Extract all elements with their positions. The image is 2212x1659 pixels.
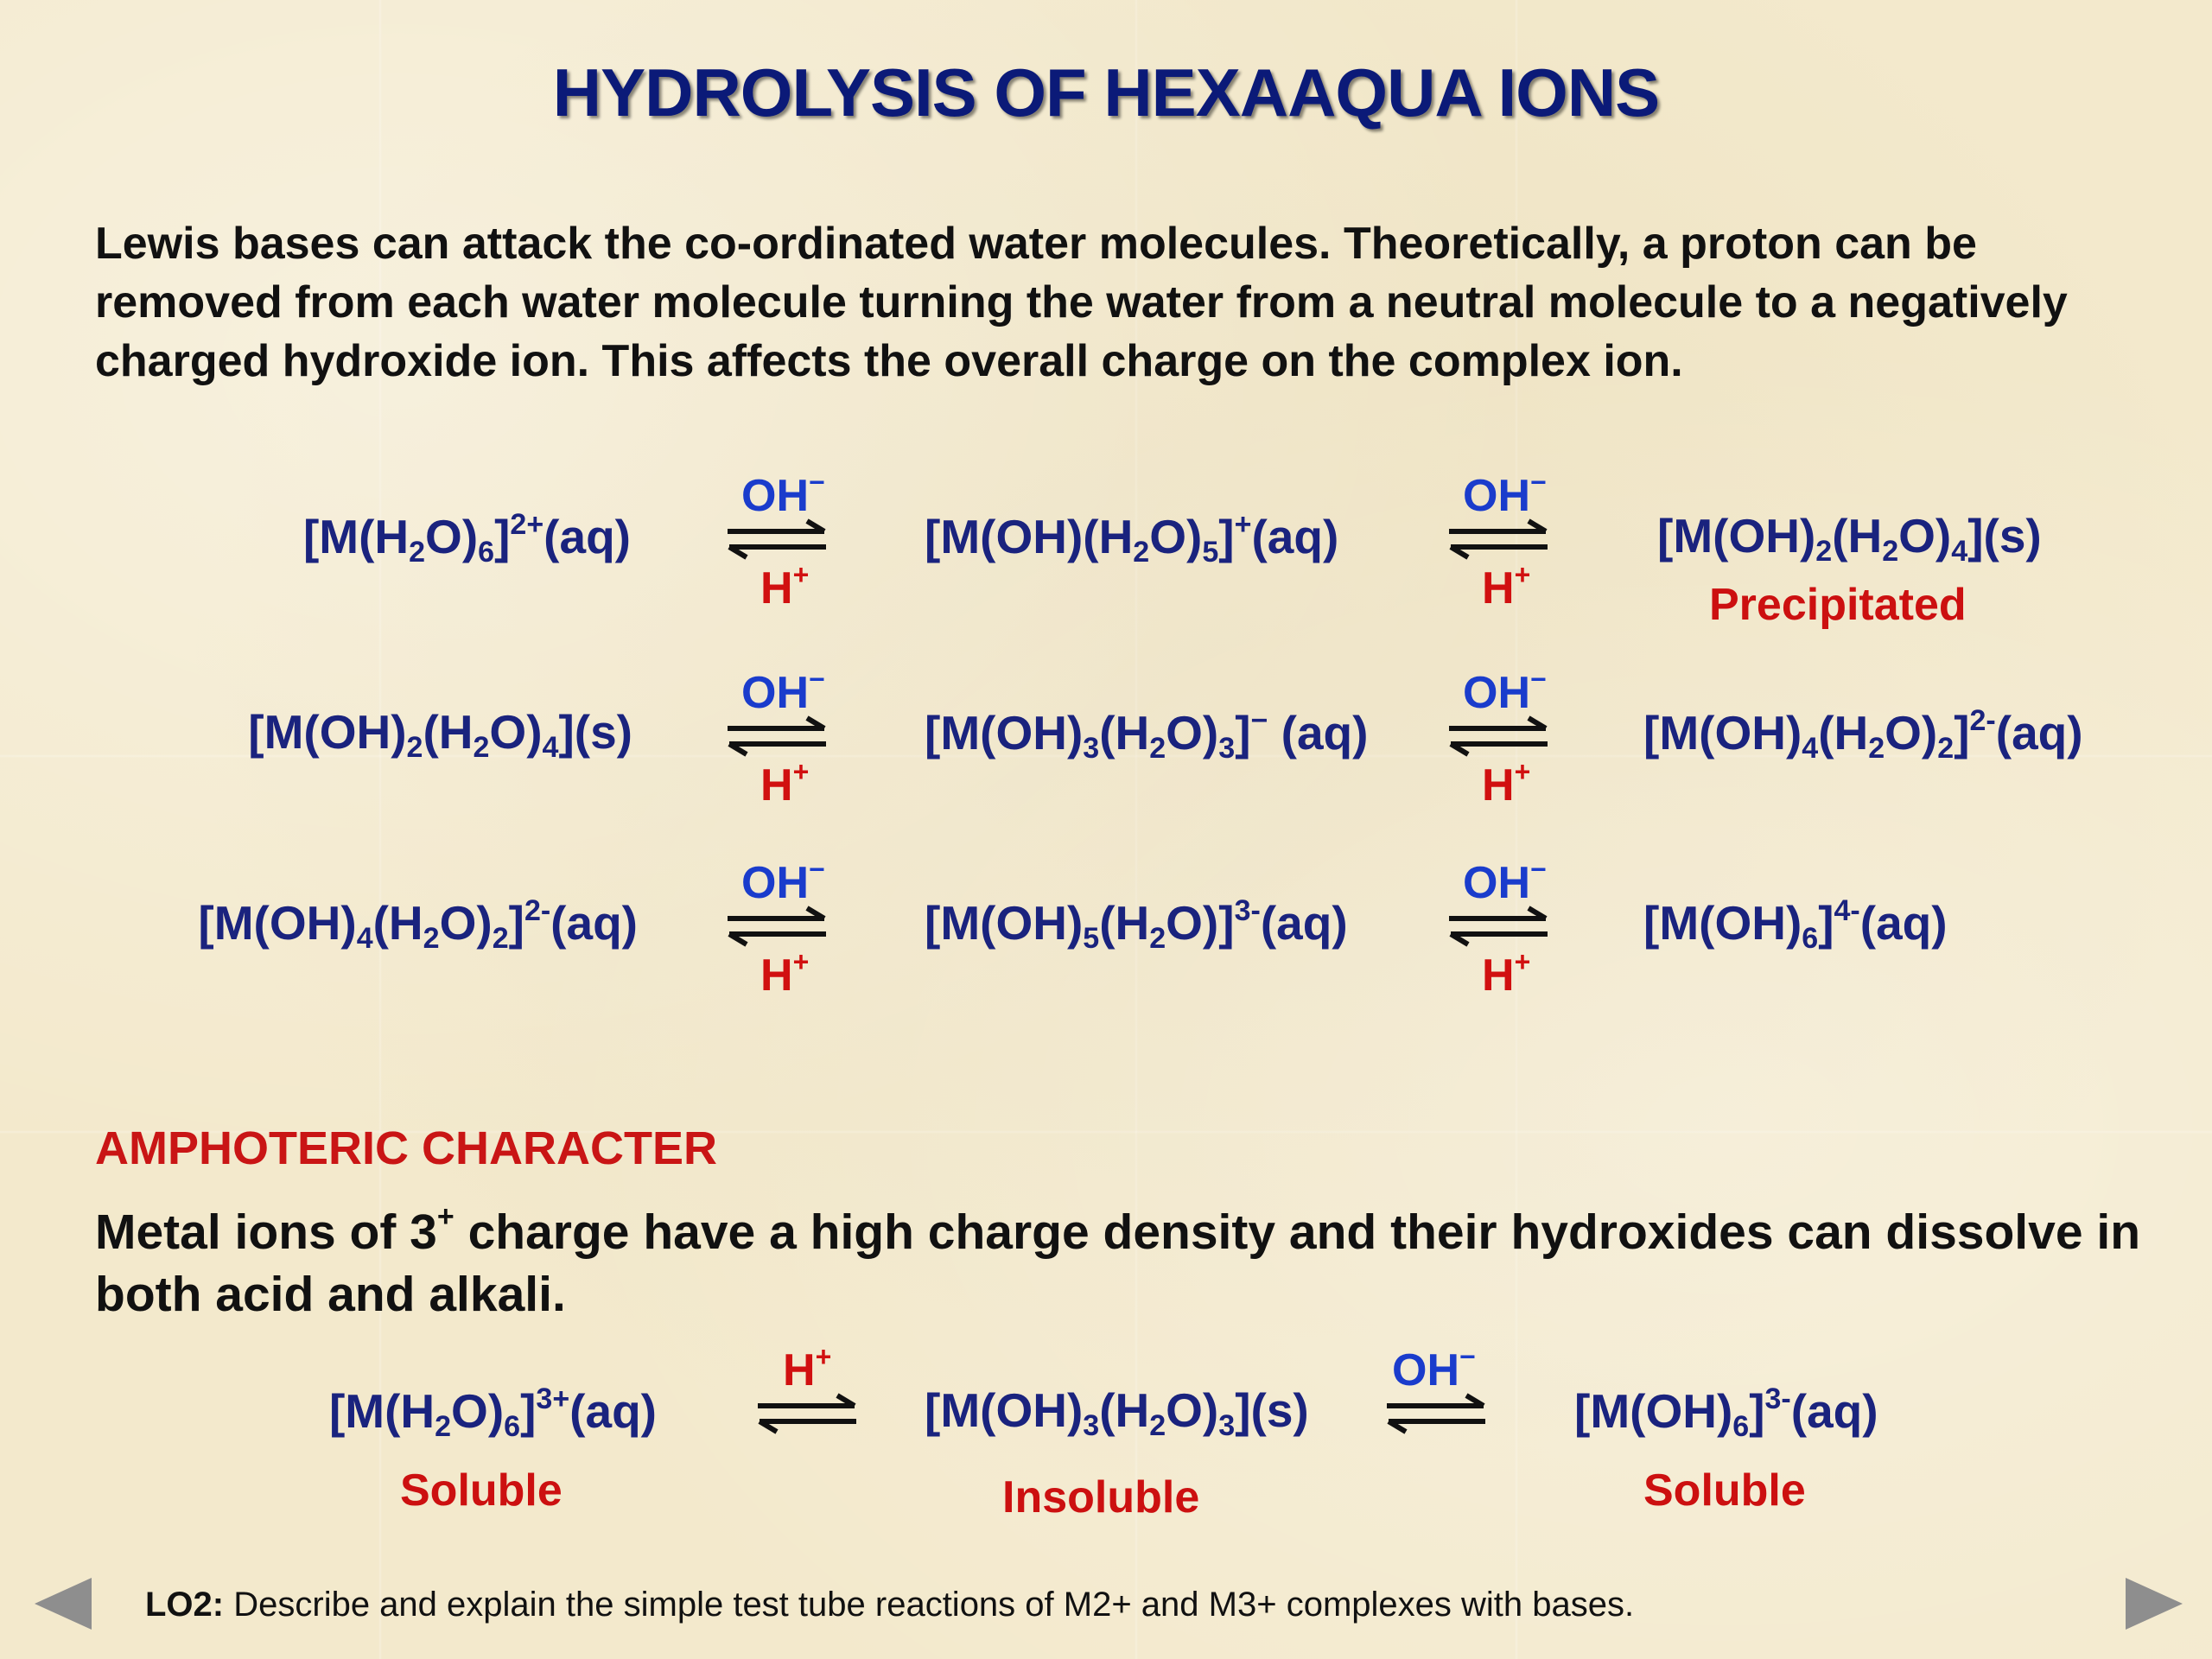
species-hexahydroxo-4minus: $[M(OH)_6]^{4-}(aq)$ (1643, 894, 1948, 955)
equilibrium-arrow-icon (724, 906, 830, 947)
equilibrium-arrow-icon (1446, 906, 1551, 947)
insoluble-label: Insoluble (1002, 1472, 1200, 1522)
equilibrium-arrow-icon (1446, 518, 1551, 560)
page-title: HYDROLYSIS OF HEXAAQUA IONS (552, 54, 1660, 130)
amphoteric-paragraph: Metal ions of 3+ charge have a high charge density and their hydroxides can dissolve in both acid and alkali. (95, 1200, 2141, 1322)
species-trihydroxo: $[M(OH)_3(H_2O)_3]^-$ (aq) (925, 704, 1369, 765)
soluble-label: Soluble (400, 1465, 563, 1516)
precipitated-label: Precipitated (1709, 580, 1967, 630)
equilibrium-arrow-icon (1383, 1393, 1489, 1434)
reagent-proton: H+ (1482, 946, 1531, 1001)
learning-objective: LO2: Describe and explain the simple test tube reactions of M2+ and M3+ complexes with bases. (145, 1586, 1635, 1624)
species-hexaaqua-2plus: $[M(H_2O)_6]^{2+}(aq)$ (302, 508, 631, 569)
reagent-hydroxide: OH− (1392, 1341, 1476, 1395)
species-dihydroxo-solid: $[M(OH)_2(H_2O)_4](s)$ (1657, 509, 2042, 568)
reagent-proton: H+ (1482, 559, 1531, 613)
equilibrium-arrow-icon (724, 518, 830, 560)
previous-slide-icon[interactable] (33, 1576, 93, 1631)
reagent-hydroxide: OH− (1463, 664, 1547, 718)
species-hexahydroxo-3minus: $[M(OH)_6]^{3-}(aq)$ (1574, 1382, 1878, 1443)
reagent-proton: H+ (760, 559, 810, 613)
reagent-hydroxide: OH− (741, 664, 825, 718)
next-slide-icon[interactable] (2124, 1576, 2184, 1631)
species-hexaaqua-3plus: $[M(H_2O)_6]^{3+}(aq)$ (328, 1382, 657, 1443)
species-tetrahydroxo: $[M(OH)_4(H_2O)_2]^{2-}(aq)$ (1643, 704, 2083, 765)
reagent-proton: H+ (760, 946, 810, 1001)
species-pentahydroxo: $[M(OH)_5(H_2O)]^{3-}(aq)$ (925, 894, 1348, 955)
species-monohydroxo: $[M(OH)(H_2O)_5]^+(aq)$ (925, 508, 1339, 569)
species-tetrahydroxo: $[M(OH)_4(H_2O)_2]^{2-}(aq)$ (198, 894, 638, 955)
equilibrium-arrow-icon (1446, 715, 1551, 757)
reagent-hydroxide: OH− (741, 854, 825, 908)
species-trihydroxo-solid: $[M(OH)_3(H_2O)_3](s)$ (925, 1383, 1309, 1442)
equilibrium-arrow-icon (754, 1393, 860, 1434)
reagent-hydroxide: OH− (741, 467, 825, 521)
intro-paragraph: Lewis bases can attack the co-ordinated water molecules. Theoretically, a proton can be removed from each water molecule turning the water from a neutral molecule to a negatively charged hydroxide ion. This affects the overall charge on the complex ion. (95, 219, 2068, 386)
soluble-label: Soluble (1643, 1465, 1806, 1516)
reagent-proton: H+ (783, 1341, 832, 1395)
reagent-proton: H+ (760, 756, 810, 810)
reagent-proton: H+ (1482, 756, 1531, 810)
species-dihydroxo-solid: $[M(OH)_2(H_2O)_4](s)$ (248, 705, 632, 764)
reagent-hydroxide: OH− (1463, 854, 1547, 908)
amphoteric-heading: AMPHOTERIC CHARACTER (95, 1122, 717, 1174)
reagent-hydroxide: OH− (1463, 467, 1547, 521)
equilibrium-arrow-icon (724, 715, 830, 757)
